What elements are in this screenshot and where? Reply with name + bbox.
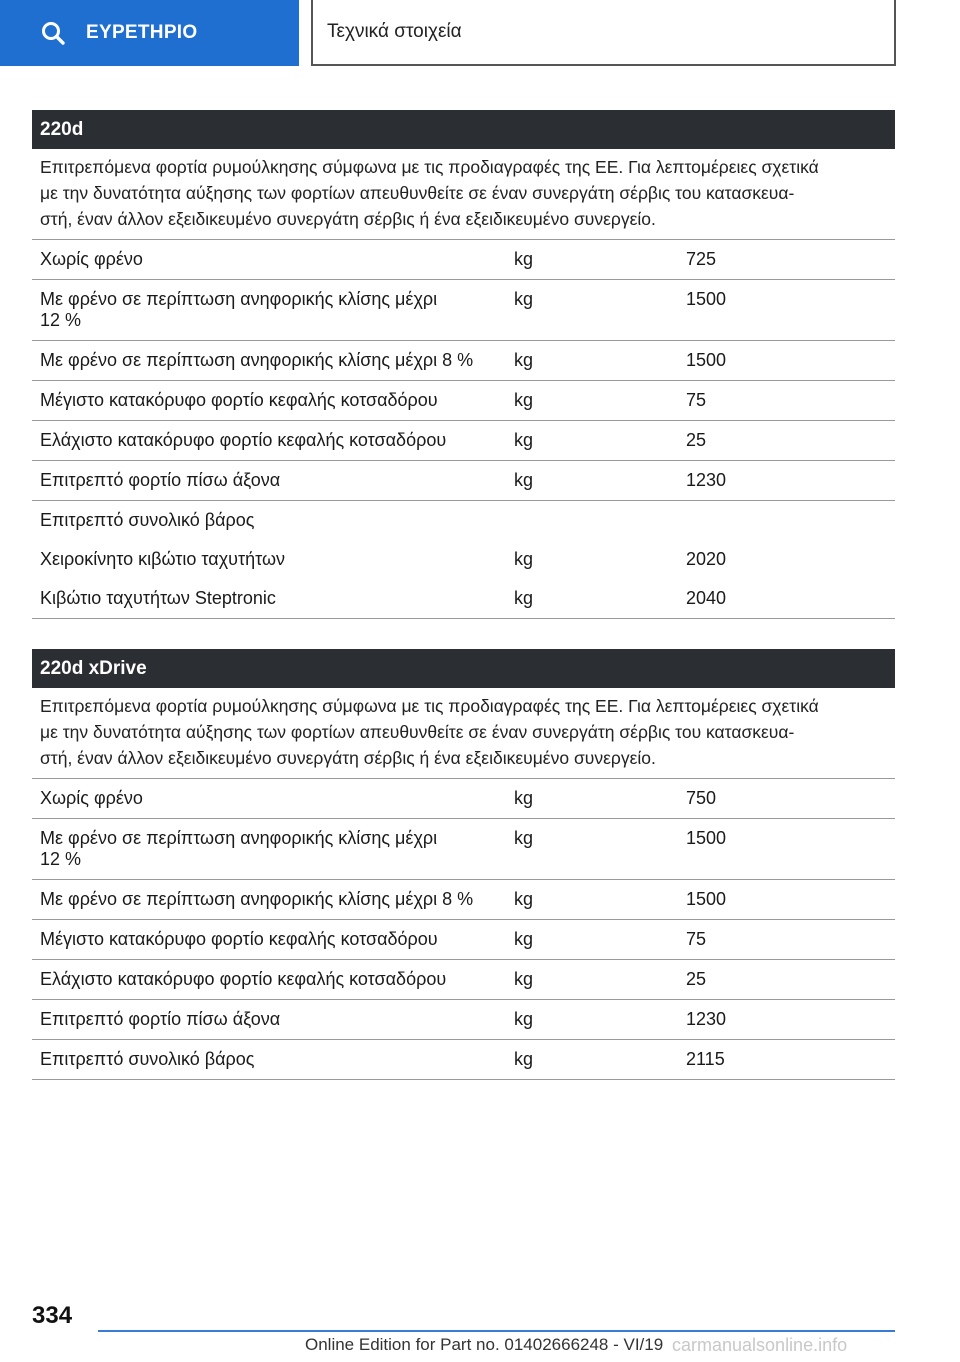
row-value: 1500 (686, 289, 727, 309)
row-label (40, 1009, 514, 1030)
row-value: 75 (686, 929, 707, 949)
edition-text: Online Edition for Part no. 01402666248 - VI/19 (305, 1335, 664, 1354)
section-220d-xdrive (32, 649, 895, 1080)
table-row (32, 461, 895, 501)
row-unit: kg (514, 350, 534, 370)
search-icon (40, 20, 66, 46)
row-value: 750 (686, 788, 717, 808)
row-label: Κιβώτιο ταχυτήτων Steptronic (40, 588, 276, 608)
row-label-line: Επιτρεπτό συνολικό βάρος (40, 1049, 255, 1069)
row-label (40, 249, 514, 270)
table-row (32, 341, 895, 381)
row-unit: kg (514, 889, 534, 909)
row-unit: kg (514, 470, 534, 490)
table-row (32, 421, 895, 461)
row-value: 1500 (686, 828, 727, 848)
row-label-line: Επιτρεπτό φορτίο πίσω άξονα (40, 1009, 281, 1029)
row-label: Χειροκίνητο κιβώτιο ταχυτήτων (40, 549, 286, 569)
description-line: Επιτρεπόμενα φορτία ρυμούλκησης σύμφωνα με τις προδιαγραφές της ΕΕ. Για λεπτομέρειες σχετικά (40, 696, 819, 716)
footer-divider (98, 1330, 895, 1332)
row-unit: kg (514, 588, 534, 608)
row-label-line: Ελάχιστο κατακόρυφο φορτίο κεφαλής κοτσαδόρου (40, 430, 447, 450)
section-220d (32, 110, 895, 619)
description-line: με την δυνατότητα αύξησης των φορτίων απευθυνθείτε σε έναν συνεργάτη σέρβις του κατασκευα- (40, 722, 795, 742)
row-value: 1500 (686, 350, 727, 370)
row-value: 1500 (686, 889, 727, 909)
row-value: 75 (686, 390, 707, 410)
row-unit: kg (514, 969, 534, 989)
row-value: 2020 (686, 549, 727, 569)
row-label (40, 889, 514, 910)
row-label-line: Χωρίς φρένο (40, 249, 143, 269)
section-description (32, 688, 895, 779)
description-line: στή, έναν άλλον εξειδικευμένο συνεργάτη σέρβις ή ένα εξειδικευμένο συνεργείο. (40, 209, 656, 229)
row-value: 725 (686, 249, 717, 269)
row-label (40, 390, 514, 411)
table-row (32, 920, 895, 960)
row-label-line: Ελάχιστο κατακόρυφο φορτίο κεφαλής κοτσαδόρου (40, 969, 447, 989)
row-unit: kg (514, 430, 534, 450)
table-row (32, 381, 895, 421)
index-button[interactable] (0, 0, 299, 66)
table-row (32, 1000, 895, 1040)
row-label-line: 12 % (40, 310, 82, 330)
group-title: Επιτρεπτό συνολικό βάρος (40, 510, 255, 530)
table-row (32, 537, 895, 576)
row-label-line: Επιτρεπτό φορτίο πίσω άξονα (40, 470, 281, 490)
row-label-line: Μέγιστο κατακόρυφο φορτίο κεφαλής κοτσαδόρου (40, 390, 438, 410)
row-label (40, 289, 514, 331)
section-description (32, 149, 895, 240)
description-line: Επιτρεπόμενα φορτία ρυμούλκησης σύμφωνα με τις προδιαγραφές της ΕΕ. Για λεπτομέρειες σχετικά (40, 157, 819, 177)
row-label-line: Με φρένο σε περίπτωση ανηφορικής κλίσης μέχρι 8 % (40, 889, 474, 909)
row-value: 1230 (686, 470, 727, 490)
table-row (32, 280, 895, 341)
row-unit: kg (514, 1009, 534, 1029)
row-label-line: Χωρίς φρένο (40, 788, 143, 808)
row-unit: kg (514, 549, 534, 569)
row-value: 2115 (686, 1049, 725, 1069)
section-heading: 220d xDrive (32, 649, 895, 688)
table-row (32, 576, 895, 619)
table-row (32, 240, 895, 280)
row-label (40, 1049, 514, 1070)
table-row (32, 880, 895, 920)
table-row (32, 779, 895, 819)
row-label-line: Με φρένο σε περίπτωση ανηφορικής κλίσης μέχρι 8 % (40, 350, 474, 370)
row-value: 1230 (686, 1009, 727, 1029)
table-row (32, 960, 895, 1000)
row-label (40, 929, 514, 950)
row-unit: kg (514, 390, 534, 410)
row-unit: kg (514, 929, 534, 949)
section-title: Τεχνικά στοιχεία (327, 21, 462, 42)
row-unit: kg (514, 289, 534, 309)
description-line: στή, έναν άλλον εξειδικευμένο συνεργάτη σέρβις ή ένα εξειδικευμένο συνεργείο. (40, 748, 656, 768)
row-value: 25 (686, 969, 707, 989)
row-unit: kg (514, 249, 534, 269)
row-label-line: Με φρένο σε περίπτωση ανηφορικής κλίσης μέχρι (40, 289, 438, 309)
row-label (40, 969, 514, 990)
row-label (40, 350, 514, 371)
row-value: 25 (686, 430, 707, 450)
row-label-line: Μέγιστο κατακόρυφο φορτίο κεφαλής κοτσαδόρου (40, 929, 438, 949)
row-label (40, 430, 514, 451)
row-unit: kg (514, 828, 534, 848)
table-row (32, 819, 895, 880)
row-label (40, 788, 514, 809)
watermark: carmanualsonline.info (672, 1335, 848, 1355)
description-line: με την δυνατότητα αύξησης των φορτίων απευθυνθείτε σε έναν συνεργάτη σέρβις του κατασκευα- (40, 183, 795, 203)
row-label (40, 470, 514, 491)
row-label-line: Με φρένο σε περίπτωση ανηφορικής κλίσης μέχρι (40, 828, 438, 848)
row-unit: kg (514, 1049, 534, 1069)
section-title-tab[interactable] (311, 0, 896, 66)
table-row (32, 1040, 895, 1080)
section-heading: 220d (32, 110, 895, 149)
group-title-row (32, 501, 895, 537)
row-label-line: 12 % (40, 849, 82, 869)
row-unit: kg (514, 788, 534, 808)
index-label: ΕΥΡΕΤΗΡΙΟ (86, 22, 198, 43)
page-number: 334 (32, 1302, 73, 1329)
row-label (40, 828, 514, 870)
row-value: 2040 (686, 588, 727, 608)
top-bar (0, 0, 960, 66)
